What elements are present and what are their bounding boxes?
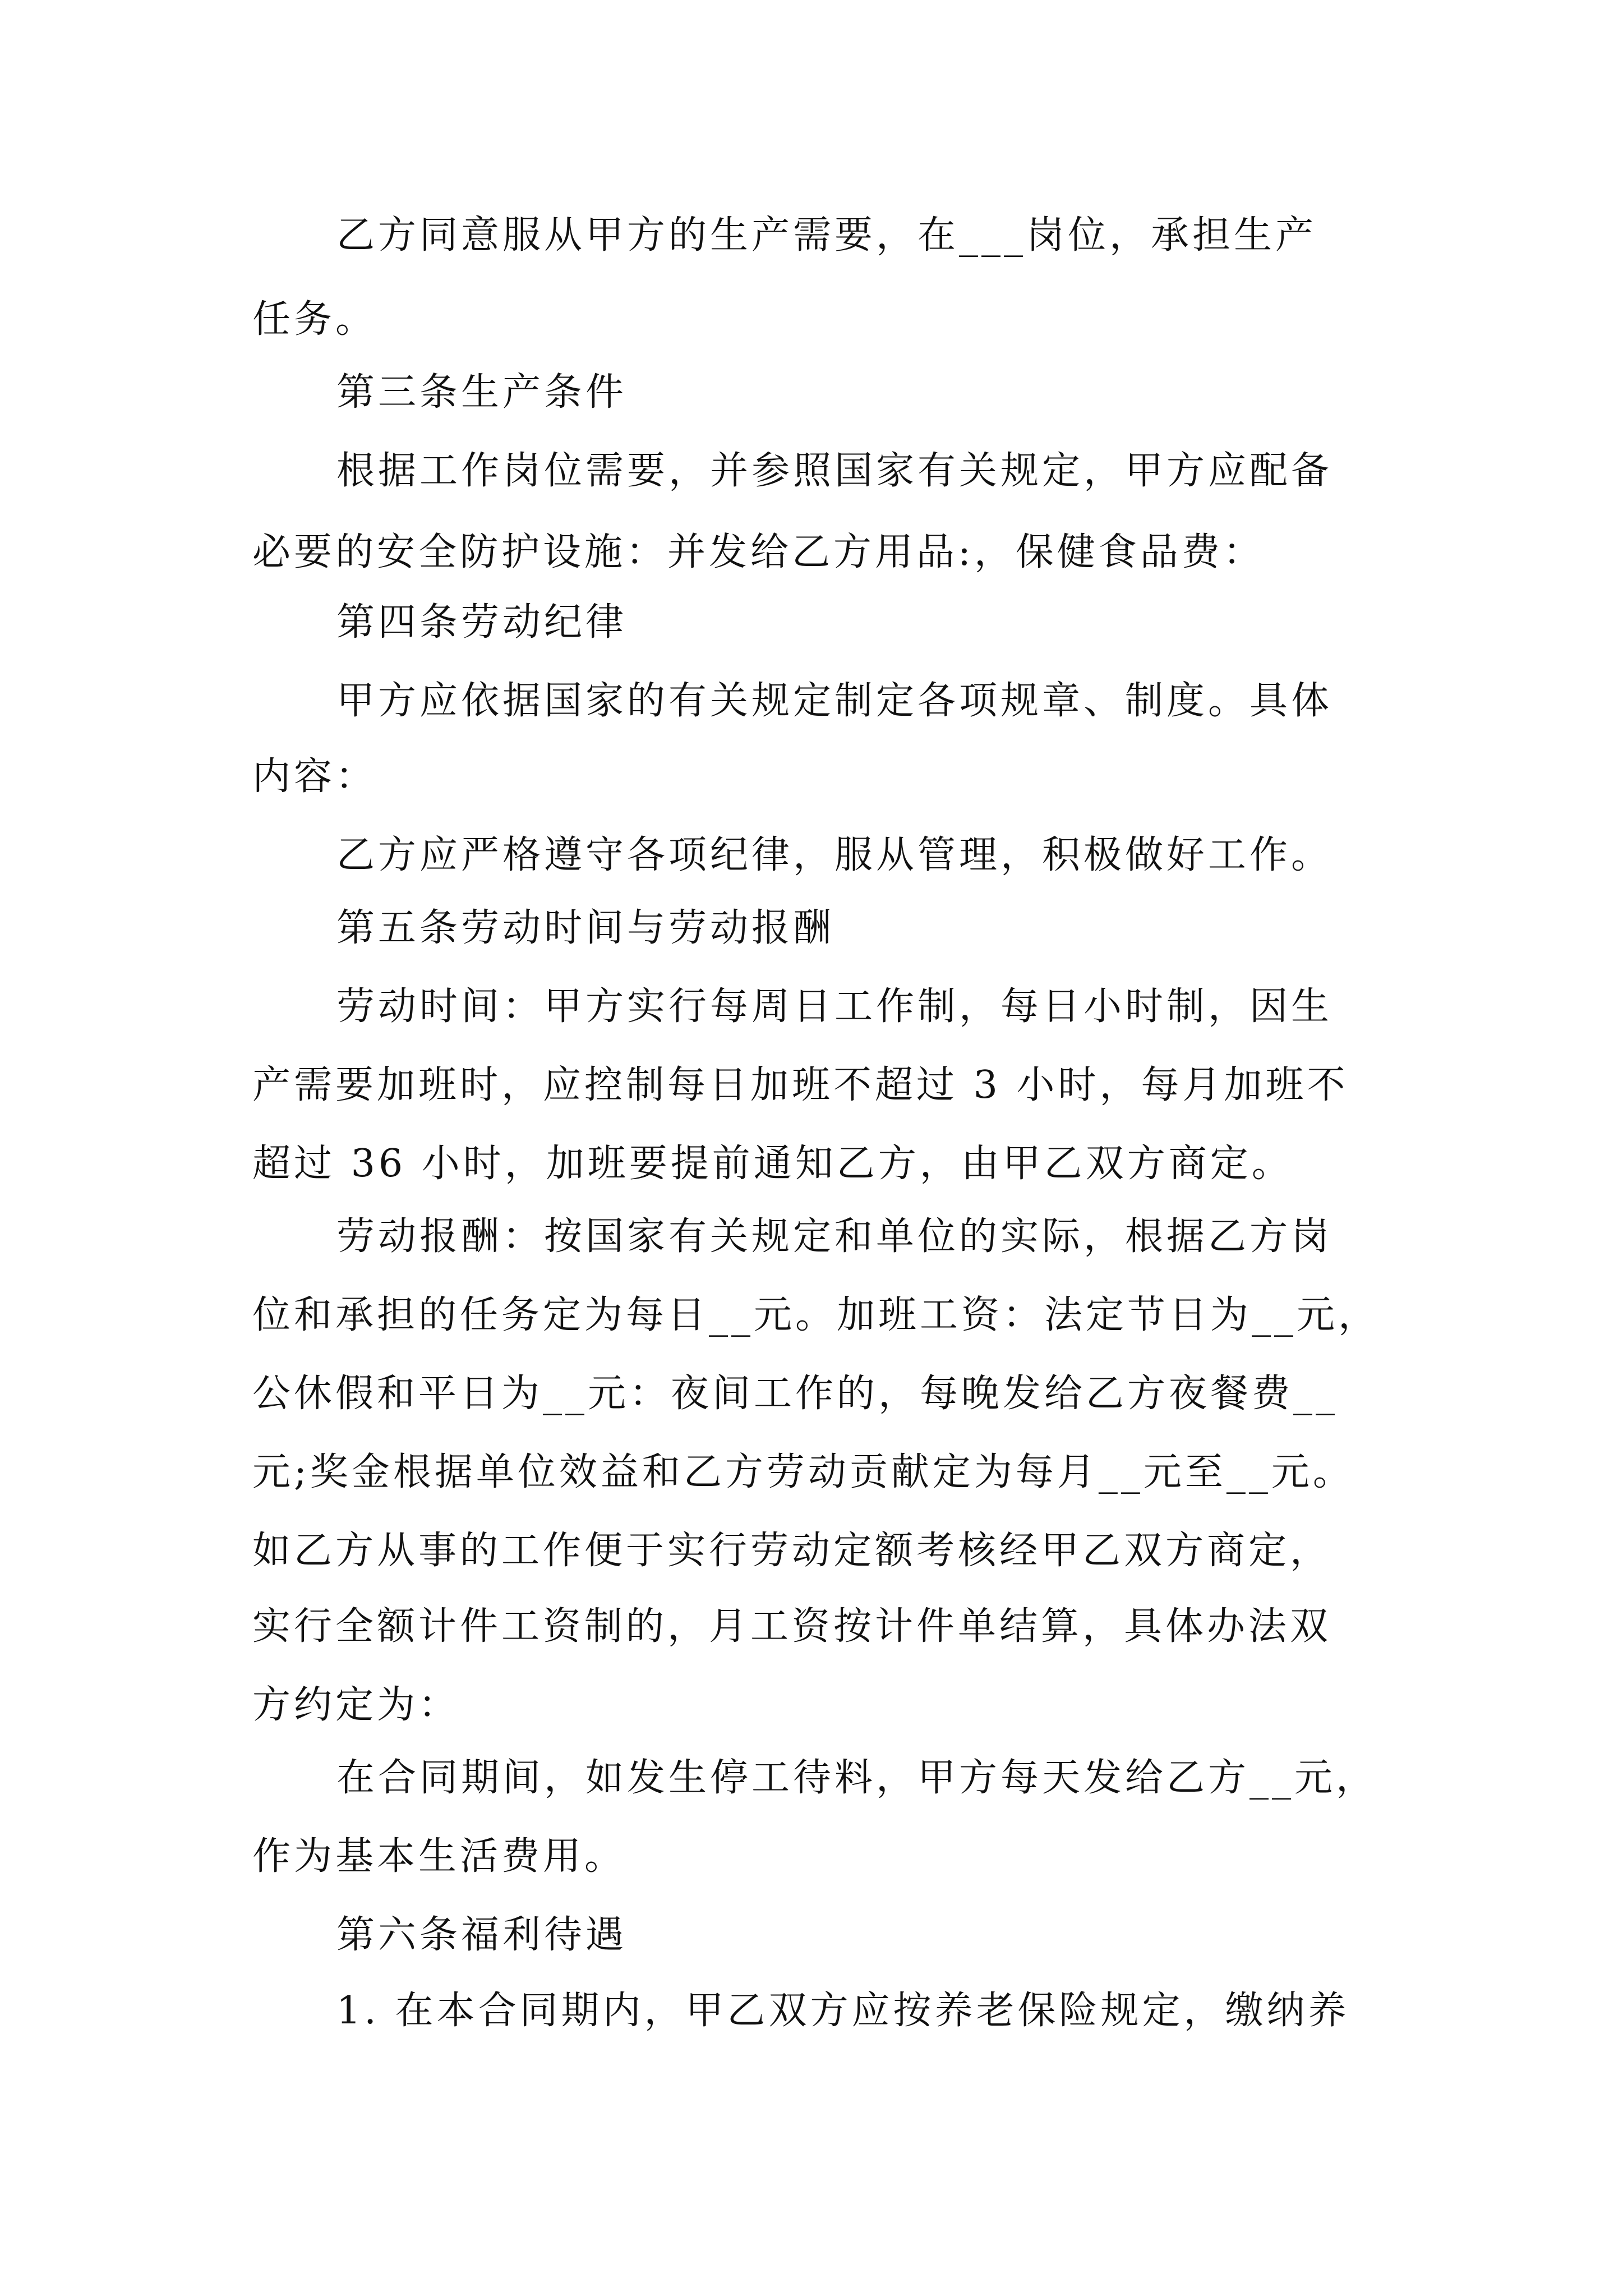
paragraph-line: 位和承担的任务定为每日__元。加班工资：法定节日为__元， [252,1293,1380,1337]
section-heading: 第三条生产条件 [336,370,628,415]
paragraph-line: 公休假和平日为__元：夜间工作的，每晚发给乙方夜餐费__ [252,1372,1339,1416]
section-heading: 第四条劳动纪律 [336,600,628,645]
paragraph-line: 在合同期间，如发生停工待料，甲方每天发给乙方__元， [336,1756,1378,1800]
paragraph-line: 必要的安全防护设施：并发给乙方用品:，保健食品费： [252,530,1265,574]
paragraph-line: 乙方同意服从甲方的生产需要，在___岗位，承担生产 [336,213,1317,257]
paragraph-line: 产需要加班时，应控制每日加班不超过 3 小时，每月加班不 [252,1063,1349,1107]
paragraph-line: 根据工作岗位需要，并参照国家有关规定，甲方应配备 [336,449,1333,493]
section-heading: 第五条劳动时间与劳动报酬 [336,906,835,950]
paragraph-line: 超过 36 小时，加班要提前通知乙方，由甲乙双方商定。 [252,1142,1293,1186]
paragraph-line: 作为基本生活费用。 [252,1834,626,1879]
paragraph-line: 劳动时间：甲方实行每周日工作制，每日小时制，因生 [336,984,1333,1029]
paragraph-line: 乙方应严格遵守各项纪律，服从管理，积极做好工作。 [336,833,1333,877]
paragraph-line: 如乙方从事的工作便于实行劳动定额考核经甲乙双方商定， [252,1529,1332,1573]
section-heading: 第六条福利待遇 [336,1913,628,1957]
paragraph-line: 方约定为： [252,1683,460,1727]
paragraph-line: 任务。 [252,297,377,342]
paragraph-line: 元;奖金根据单位效益和乙方劳动贡献定为每月__元至__元。 [252,1450,1354,1494]
paragraph-line: 实行全额计件工资制的，月工资按计件单结算，具体办法双 [252,1604,1332,1649]
paragraph-line: 1. 在本合同期内，甲乙双方应按养老保险规定，缴纳养 [336,1989,1350,2033]
paragraph-line: 劳动报酬：按国家有关规定和单位的实际，根据乙方岗 [336,1214,1333,1259]
paragraph-line: 甲方应依据国家的有关规定制定各项规章、制度。具体 [336,679,1333,723]
paragraph-line: 内容： [252,754,377,799]
